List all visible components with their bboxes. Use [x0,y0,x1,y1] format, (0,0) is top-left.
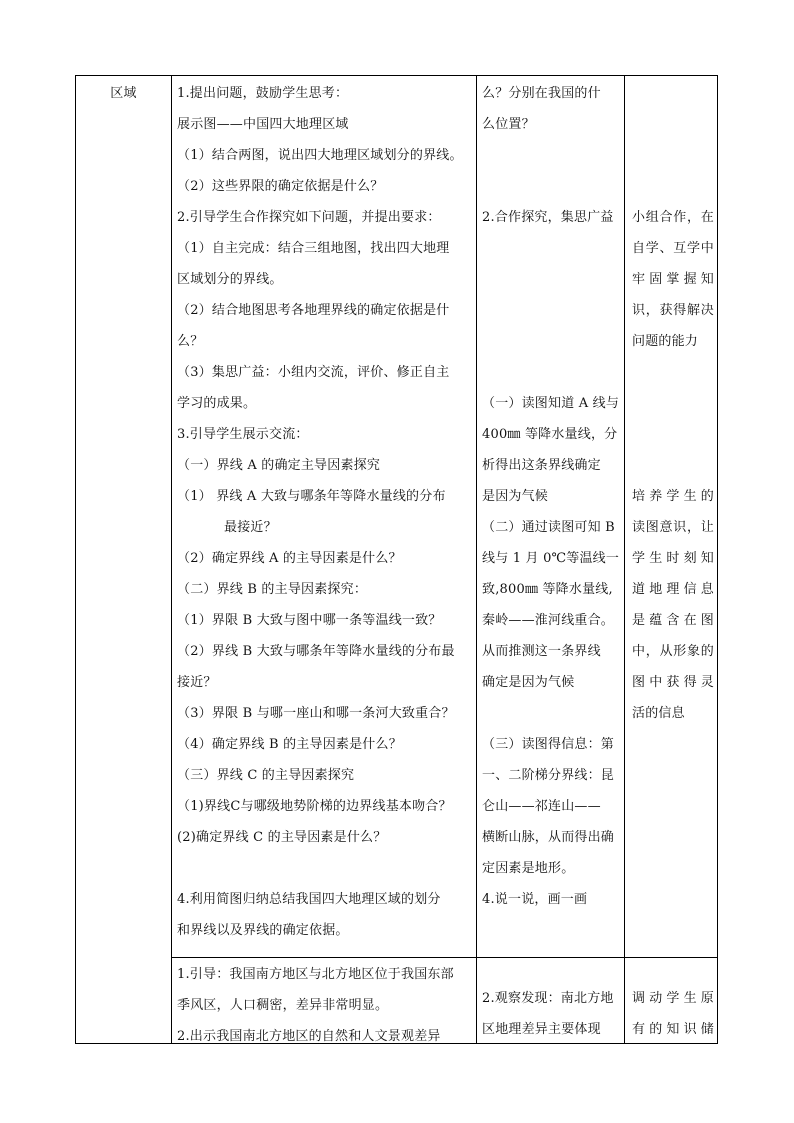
column-divider [171,76,172,1043]
lesson-plan-table [75,75,718,1044]
column-divider [624,76,625,1043]
text-line: 识，获得解决 [632,303,714,318]
text-line: 接近？ [177,675,217,690]
text-line: 2.出示我国南北方地区的自然和人文景观差异 [177,1029,441,1044]
text-line: 调动学生原 [632,991,714,1006]
text-line: （三）读图得信息：第 [482,737,615,752]
text-line: 2.观察发现：南北方地 [482,991,614,1006]
text-line: 中，从形象的 [632,644,714,659]
text-line: 自学、互学中 [632,241,714,256]
text-line: 1.提出问题，鼓励学生思考： [177,86,349,101]
text-line: 4.利用简图归纳总结我国四大地理区域的划分 [177,892,441,907]
text-line: 致,800㎜ 等降水量线, [482,582,613,597]
column-divider [476,76,477,1043]
text-line: 2.引导学生合作探究如下问题，并提出要求： [177,210,441,225]
text-line: 读图意识，让 [632,520,714,535]
text-line: 区域划分的界线。 [177,272,283,287]
text-line: 2.合作探究，集思广益 [482,210,614,225]
text-line: 4.说一说，画一画 [482,892,588,907]
text-line: 活的信息 [632,706,685,721]
text-line: （1） 界线 A 大致与哪条年等降水量线的分布 [177,489,446,504]
text-line: 么位置？ [482,117,535,132]
text-line: 区地理差异主要体现 [482,1022,601,1037]
text-line: 图中获得灵 [632,675,714,690]
text-line: 培养学生的 [632,489,714,504]
text-line: （2）确定界线 A 的主导因素是什么？ [177,551,402,566]
section-text: 区域 [110,86,137,101]
text-line: （二）通过读图可知 B [482,520,615,535]
text-line: （一）读图知道 A 线与 [482,396,620,411]
text-line: (2)确定界线 C 的主导因素是什么？ [177,830,387,845]
text-line: 道地理信息 [632,582,714,597]
text-line: 学习的成果。 [177,396,257,411]
text-line: 秦岭——淮河线重合。 [482,613,615,628]
text-line: 确定是因为气候 [482,675,575,690]
text-line: 问题的能力 [632,334,699,349]
text-line: （2）结合地图思考各地理界线的确定依据是什 [177,303,450,318]
teacher-activity-cell [177,78,473,946]
text-line: （1)界线C与哪级地势阶梯的边界线基本吻合？ [177,799,452,814]
text-line: 从而推测这一条界线 [482,644,601,659]
text-line: （3）界限 B 与哪一座山和哪一条河大致重合？ [177,706,455,721]
teacher-activity-cell [177,959,473,1052]
text-line: 展示图——中国四大地理区域 [177,117,349,132]
text-line: （4）确定界线 B 的主导因素是什么？ [177,737,402,752]
text-line: 400㎜ 等降水量线，分 [482,427,618,442]
text-line: 是因为气候 [482,489,549,504]
text-line: 最接近？ [224,520,277,535]
text-line: 1.引导：我国南方地区与北方地区位于我国东部 [177,967,454,982]
text-line: 小组合作，在 [632,210,714,225]
text-line: 析得出这条界线确定 [482,458,601,473]
design-intent-cell [632,983,718,1045]
text-line: （二）界线 B 的主导因素探究： [177,582,368,597]
text-line: 学生时刻知 [632,551,714,566]
text-line: 横断山脉，从而得出确 [482,830,615,845]
text-line: （1）界限 B 大致与图中哪一条等温线一致？ [177,613,442,628]
text-line: 和界线以及界线的确定依据。 [177,923,349,938]
row-divider [171,957,717,958]
text-line: （1）自主完成：结合三组地图，找出四大地理 [177,241,450,256]
text-line: 么？分别在我国的什 [482,86,601,101]
text-line: （1）结合两图，说出四大地理区域划分的界线。 [177,148,463,163]
text-line: （三）界线 C 的主导因素探究 [177,768,355,783]
text-line: 是蕴含在图 [632,613,714,628]
text-line: 定因素是地形。 [482,861,575,876]
student-activity-cell [482,983,622,1045]
text-line: 季风区，人口稠密，差异非常明显。 [177,998,389,1013]
text-line: 线与 1 月 0℃等温线一 [482,551,620,566]
text-line: 么？ [177,334,204,349]
text-line: 有的知识储 [632,1022,714,1037]
text-line: 牢固掌握知 [632,272,714,287]
text-line: （3）集思广益：小组内交流，评价、修正自主 [177,365,450,380]
text-line: 一、二阶梯分界线：昆 [482,768,615,783]
design-intent-cell [632,202,718,729]
text-line: 3.引导学生展示交流： [177,427,309,442]
text-line: （一）界线 A 的确定主导因素探究 [177,458,381,473]
text-line: （2）这些界限的确定依据是什么？ [177,179,384,194]
section-label [76,78,171,109]
text-line: 仑山——祁连山—— [482,799,601,814]
text-line: （2）界线 B 大致与哪条年等降水量线的分布最 [177,644,455,659]
student-activity-cell [482,78,622,915]
